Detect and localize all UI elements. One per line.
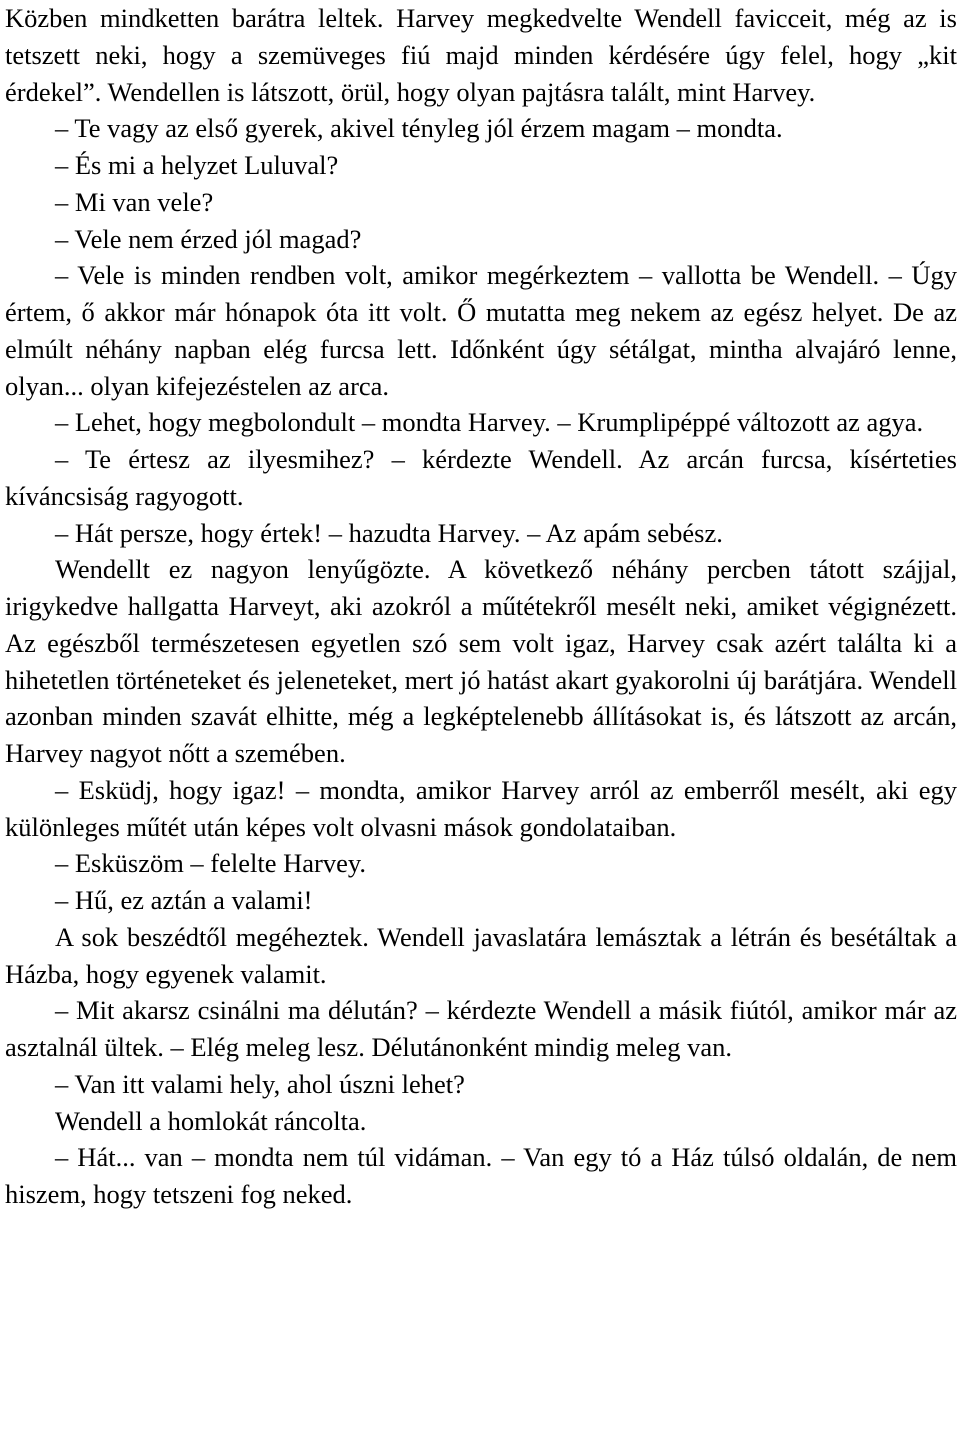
paragraph-9: – Hát persze, hogy értek! – hazudta Harvey. – Az apám sebész. bbox=[55, 517, 723, 548]
paragraph-11: – Esküdj, hogy igaz! – mondta, amikor Harvey arról az emberről mesélt, aki egy különleges műtét után képes volt olvasni mások gondolataiban. bbox=[5, 774, 957, 842]
paragraph-18: – Hát... van – mondta nem túl vidáman. – Van egy tó a Ház túlsó oldalán, de nem hiszem, hogy tetszeni fog neked. bbox=[5, 1142, 957, 1209]
paragraph-6: – Vele is minden rendben volt, amikor megérkeztem – vallotta be Wendell. – Úgy értem, ő akkor már hónapok óta itt volt. Ő mutatta meg nekem az egész helyet. De az elmúlt néhány napban elég furcsa lett. Időnként úgy sétálgat, mintha alvajáró lenne, olyan... olyan kifejezéstelen az arca. bbox=[5, 260, 957, 401]
paragraph-5: – Vele nem érzed jól magad? bbox=[55, 223, 362, 254]
paragraph-4: – Mi van vele? bbox=[55, 186, 214, 217]
paragraph-17: Wendell a homlokát ráncolta. bbox=[55, 1105, 367, 1136]
paragraph-15: – Mit akarsz csinálni ma délután? – kérdezte Wendell a másik fiútól, amikor már az asztalnál ültek. – Elég meleg lesz. Délutánonként mindig meleg van. bbox=[5, 995, 957, 1062]
paragraph-3: – És mi a helyzet Luluval? bbox=[55, 150, 339, 180]
paragraph-7: – Lehet, hogy megbolondult – mondta Harvey. – Krumplipéppé változott az agya. bbox=[55, 407, 924, 438]
paragraph-2: – Te vagy az első gyerek, akivel tényleg jól érzem magam – mondta. bbox=[55, 113, 783, 144]
paragraph-16: – Van itt valami hely, ahol úszni lehet? bbox=[55, 1068, 465, 1099]
paragraph-10: Wendellt ez nagyon lenyűgözte. A következő néhány percben tátott szájjal, irigykedve hallgatta Harveyt, aki azokról a műtétekről mesélt neki, amiket végignézett. Az egészből természetesen egyetlen szó sem volt igaz, Harvey csak azért találta ki a hihetetlen történeteket és jeleneteket, mert jó hatást akart gyakorolni új barátjára. Wendell azonban minden szavát elhitte, még a legképtelenebb állításokat is, és látszott az arcán, Harvey nagyot nőtt a szemében. bbox=[5, 554, 957, 768]
document-page bbox=[5, 0, 957, 1213]
paragraph-8: – Te értesz az ilyesmihez? – kérdezte Wendell. Az arcán furcsa, kísérteties kíváncsiság ragyogott. bbox=[5, 444, 957, 511]
paragraph-14: A sok beszédtől megéheztek. Wendell javaslatára lemásztak a létrán és besétáltak a Házba, hogy egyenek valamit. bbox=[5, 921, 957, 989]
paragraph-12: – Esküszöm – felelte Harvey. bbox=[55, 848, 367, 879]
paragraph-1: Közben mindketten barátra leltek. Harvey megkedvelte Wendell favicceit, még az is tetszett neki, hogy a szemüveges fiú majd minden kérdésére úgy felel, hogy „kit érdekel”. Wendellen is látszott, örül, hogy olyan pajtásra talált, mint Harvey. bbox=[5, 3, 957, 107]
paragraph-13: – Hű, ez aztán a valami! bbox=[55, 885, 313, 915]
